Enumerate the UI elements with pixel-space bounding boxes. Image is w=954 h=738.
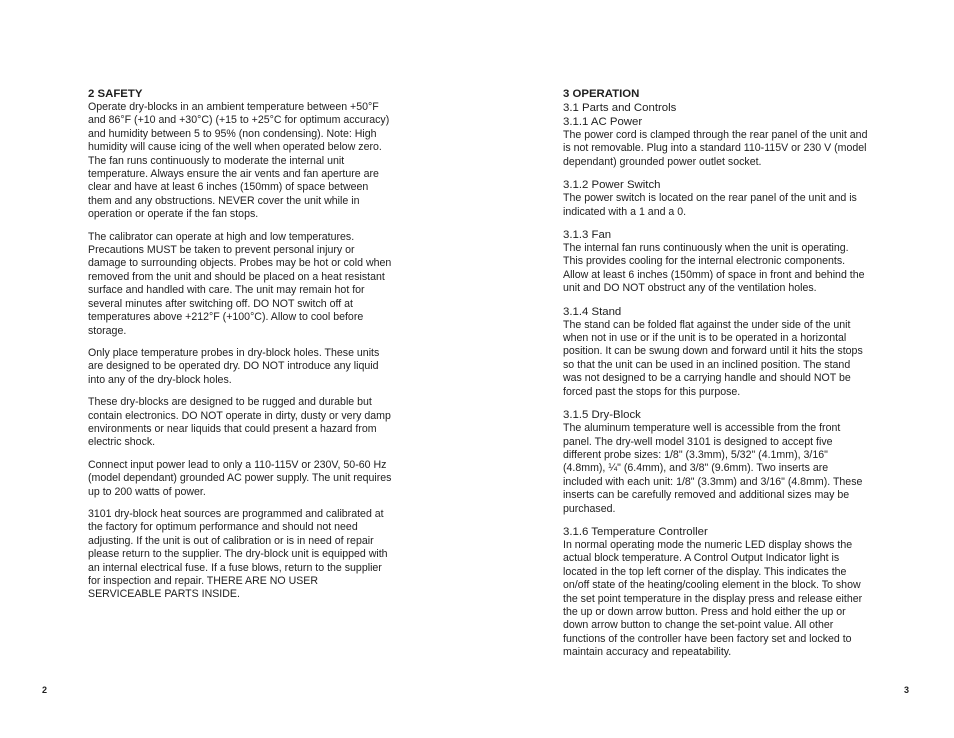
safety-paragraph: The calibrator can operate at high and low temperatures. Precautions MUST be taken to prevent personal injury or damage to surrounding objects. Probes may be hot or cold when removed from the unit and should be placed on a heat resistant surface and handled with care. The unit may remain hot for several minutes after switching off. DO NOT switch off at temperatures above +212°F (+100°C). Allow to cool before storage. [88, 230, 392, 337]
section-text: The power switch is located on the rear panel of the unit and is indicated with a 1 and a 0. [563, 192, 857, 218]
section-title: 3.1.6 Temperature Controller [563, 525, 708, 538]
section-title: 3.1.2 Power Switch [563, 179, 661, 192]
safety-paragraph: Connect input power lead to only a 110-115V or 230V, 50-60 Hz (model dependant) grounded AC power supply. The unit requires up to 200 watts of power. [88, 458, 392, 498]
section-temperature-controller [563, 525, 868, 660]
section-text: The stand can be folded flat against the under side of the unit when not in use or if the unit is to be operated in a horizontal position. It can be swung down and forward until it hits the stops so that the unit can be used in an inclined position. The stand was not designed to be a carrying handle and should NOT be forced past the stops for this purpose. [563, 318, 863, 398]
page-number-left: 2 [42, 685, 48, 695]
section-text: The internal fan runs continuously when the unit is operating. This provides cooling for the internal electronic components. Allow at least 6 inches (150mm) of space in front and behind the unit and DO NOT obstruct any of the ventilation holes. [563, 242, 865, 295]
operation-heading: 3 OPERATION [563, 88, 640, 100]
section-text: The aluminum temperature well is accessible from the front panel. The dry-well model 3101 is designed to accept five different probe sizes: 1/8" (3.3mm), 5/32" (4.1mm), 3/16"(4.8mm), ¼" (6.4mm), and 3/8" (9.6mm). Two inserts are included with each unit: 1/8" (3.3mm) and 3/16" (4.8mm). These inserts can be carefully removed and additional sizes may be purchased. [563, 422, 863, 515]
safety-paragraph: Only place temperature probes in dry-block holes. These units are designed to be operated dry. DO NOT introduce any liquid into any of the dry-block holes. [88, 346, 380, 386]
safety-paragraph: 3101 dry-block heat sources are programmed and calibrated at the factory for optimum performance and should not need adjusting. If the unit is out of calibration or is in need of repair please return to the supplier. The dry-block unit is equipped with an internal electrical fuse. If a fuse blows, return to the supplier for inspection and repair. THERE ARE NO USER SERVICEABLE PARTS INSIDE. [88, 507, 388, 601]
section-ac-power [563, 115, 868, 169]
operation-column [563, 87, 868, 669]
section-title: 3.1.5 Dry-Block [563, 409, 641, 422]
safety-heading: 2 SAFETY [88, 88, 143, 100]
section-title: 3.1.1 AC Power [563, 116, 643, 128]
page-number-right: 3 [904, 685, 910, 695]
safety-paragraph: Operate dry-blocks in an ambient temperature between +50°F and 86°F (+10 and +30°C) (+15 to +25°C for optimum accuracy) and humidity between 5 to 95% (non condensing). Note: High humidity will cause icing of the well when operated below zero. The fan runs continuously to moderate the internal unit temperature. Always ensure the air vents and fan aperture are clear and have at least 6 inches (150mm) of space between them and any obstructions. NEVER cover the unit while in operation or operate if the fan stops. [88, 101, 390, 221]
section-fan [563, 228, 868, 296]
section-text: The power cord is clamped through the rear panel of the unit and is not removable. Plug into a standard 110-115V or 230 V (model dependant) grounded power outlet socket. [563, 129, 868, 168]
section-title: 3.1.3 Fan [563, 229, 612, 242]
safety-column [88, 87, 393, 611]
parts-controls-subheading: 3.1 Parts and Controls [563, 102, 677, 114]
section-dry-block [563, 408, 868, 516]
section-text: In normal operating mode the numeric LED display shows the actual block temperature. A Control Output Indicator light is located in the top left corner of the display. This indicates the on/off state of the heating/cooling element in the block. To show the set point temperature in the display press and release either the up or down arrow button. Press and hold either the up or down arrow button to change the set-point value. All other functions of the controller have been factory set and locked to maintain accuracy and repeatability. [563, 538, 863, 659]
section-title: 3.1.4 Stand [563, 305, 622, 318]
section-power-switch [563, 178, 868, 219]
safety-paragraph: These dry-blocks are designed to be rugged and durable but contain electronics. DO NOT operate in dirty, dusty or very damp environments or near liquids that could present a hazard from electric shock. [88, 396, 391, 449]
section-stand [563, 305, 868, 399]
